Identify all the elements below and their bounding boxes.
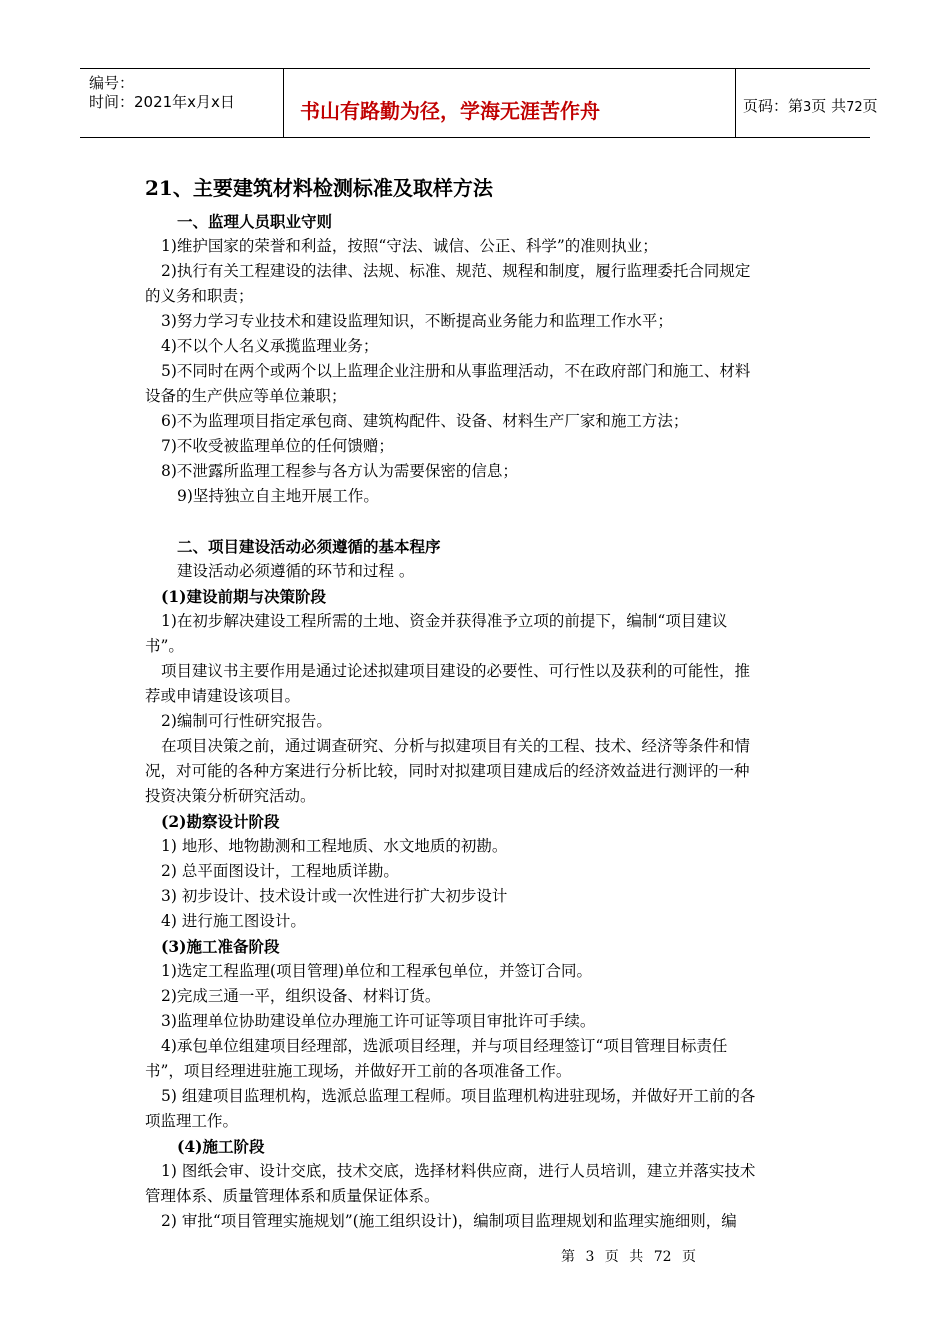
header-page-number: [743, 95, 878, 116]
text-line: 项目建议书主要作用是通过论述拟建项目建设的必要性、可行性以及获利的可能性，推: [161, 662, 751, 680]
page-header: [80, 68, 878, 138]
text-line: 投资决策分析研究活动。: [145, 787, 316, 805]
subsection-heading: (1)建设前期与决策阶段: [161, 587, 326, 606]
subsection-heading: (4)施工阶段: [177, 1137, 265, 1156]
header-motto-cell: [283, 69, 736, 137]
text-line: 4)不以个人名义承揽监理业务；: [161, 337, 379, 355]
text-line: 7)不收受被监理单位的任何馈赠；: [161, 437, 394, 455]
text-line: 4) 进行施工图设计。: [161, 912, 306, 930]
text-line: 1) 地形、地物勘测和工程地质、水文地质的初勘。: [161, 837, 508, 855]
subsection-heading: (2)勘察设计阶段: [161, 812, 280, 831]
page-suffix: 页: [862, 97, 878, 115]
text-line: 况，对可能的各种方案进行分析比较，同时对拟建项目建成后的经济效益进行测评的一种: [145, 762, 750, 780]
header-info-cell: [80, 69, 284, 137]
text-line: 项监理工作。: [145, 1112, 239, 1130]
page-footer: 第 3 页 共 72 页: [561, 1249, 696, 1265]
text-line: 2) 总平面图设计，工程地质详勘。: [161, 862, 399, 880]
text-line: 书”。: [145, 637, 184, 655]
text-line: 荐或申请建设该项目。: [145, 687, 301, 705]
text-line: 书”，项目经理进驻施工现场，并做好开工前的各项准备工作。: [145, 1062, 572, 1080]
text-line: 5)不同时在两个或两个以上监理企业注册和从事监理活动，不在政府部门和施工、材料: [161, 362, 751, 380]
text-line: 2)编制可行性研究报告。: [161, 712, 332, 730]
text-line: 2)执行有关工程建设的法律、法规、标准、规范、规程和制度，履行监理委托合同规定: [161, 262, 751, 280]
text-line: 3)监理单位协助建设单位办理施工许可证等项目审批许可手续。: [161, 1012, 596, 1030]
document-number-label: 编号：: [89, 74, 135, 92]
section-heading: 一、监理人员职业守则: [177, 212, 333, 231]
section-heading: 二、项目建设活动必须遵循的基本程序: [177, 537, 441, 556]
page-mid: 页 共: [811, 97, 847, 115]
text-line: 6)不为监理项目指定承包商、建筑构配件、设备、材料生产厂家和施工方法；: [161, 412, 689, 430]
subsection-heading: (3)施工准备阶段: [161, 937, 280, 956]
text-line: 1) 图纸会审、设计交底，技术交底，选择材料供应商，进行人员培训，建立并落实技术: [161, 1162, 756, 1180]
page-total: 72: [846, 100, 863, 115]
text-line: 1)维护国家的荣誉和利益，按照“守法、诚信、公正、科学”的准则执业；: [161, 237, 658, 255]
text-line: 2)完成三通一平，组织设备、材料订货。: [161, 987, 441, 1005]
text-line: 5) 组建项目监理机构，选派总监理工程师。项目监理机构进驻现场，并做好开工前的各: [161, 1087, 756, 1105]
text-line: 设备的生产供应等单位兼职；: [145, 387, 347, 405]
page-no: 3: [803, 100, 812, 115]
text-line: 1)选定工程监理(项目管理)单位和工程承包单位，并签订合同。: [161, 962, 593, 980]
document-title: 21、主要建筑材料检测标准及取样方法: [145, 176, 493, 200]
text-line: 建设活动必须遵循的环节和过程 。: [177, 562, 415, 580]
page-prefix: 页码：第: [743, 97, 804, 115]
text-line: 8)不泄露所监理工程参与各方认为需要保密的信息；: [161, 462, 518, 480]
text-line: 在项目决策之前，通过调查研究、分析与拟建项目有关的工程、技术、经济等条件和情: [161, 737, 751, 755]
text-line: 管理体系、质量管理体系和质量保证体系。: [145, 1187, 440, 1205]
text-line: 的义务和职责；: [145, 287, 254, 305]
text-line: 1)在初步解决建设工程所需的土地、资金并获得准予立项的前提下，编制“项目建议: [161, 612, 728, 630]
text-line: 3) 初步设计、技术设计或一次性进行扩大初步设计: [161, 887, 508, 905]
text-line: 2) 审批“项目管理实施规划”(施工组织设计)，编制项目监理规划和监理实施细则，编: [161, 1212, 737, 1230]
header-motto: 书山有路勤为径，学海无涯苦作舟: [300, 99, 600, 123]
header-page-cell: [735, 69, 878, 137]
text-line: 4)承包单位组建项目经理部，选派项目经理，并与项目经理签订“项目管理目标责任: [161, 1037, 728, 1055]
text-line: 9)坚持独立自主地开展工作。: [177, 487, 379, 505]
text-line: 3)努力学习专业技术和建设监理知识，不断提高业务能力和监理工作水平；: [161, 312, 673, 330]
document-time-label: 时间：2021年x月x日: [89, 93, 235, 111]
